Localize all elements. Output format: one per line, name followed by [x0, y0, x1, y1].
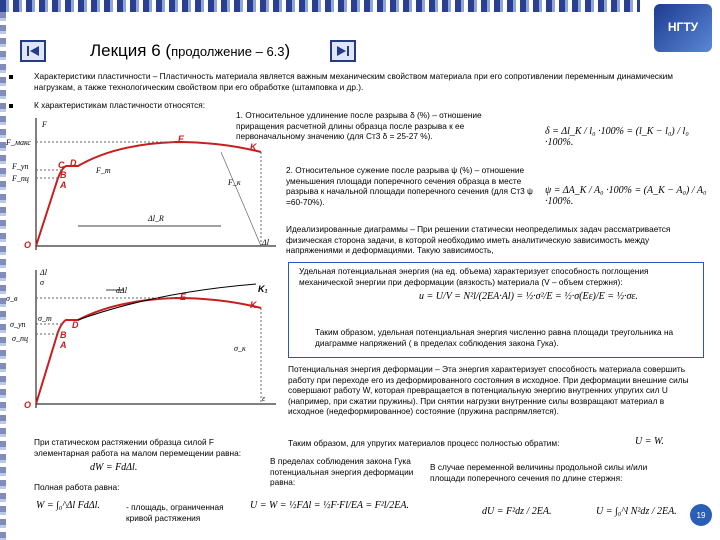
last-slide-icon: [336, 45, 350, 57]
label-sigma-T: σ_т: [38, 314, 52, 323]
elongation-text: 1. Относительное удлинение после разрыва δ (%) – отношение приращения расчетной длины образца после разрыва к ее первоначальному значению (для Ст3 δ = 25-27 %).: [236, 110, 482, 142]
label-dl2: Δl: [40, 268, 47, 277]
point-A: A: [60, 180, 67, 190]
label-sigma-v: σ_в: [6, 294, 18, 303]
point2-B: B: [60, 330, 67, 340]
label-sigma-pts: σ_пц: [12, 334, 28, 343]
potential-energy-formula: U = W.: [635, 436, 664, 447]
next-slide-button[interactable]: [330, 40, 356, 62]
intro-bullet-1: Характеристики пластичности – Пластичность материала является важным механическим свойством материала при его сопротивлении переменным динамическим нагрузкам, а также технологическим свойством при его обработке (штамповка и др.).: [34, 71, 673, 92]
logo-text: НГТУ: [667, 20, 699, 34]
point-D: D: [70, 158, 77, 168]
title-main: Лекция 6 (: [90, 41, 172, 60]
label-sigma-k: σ_к: [234, 344, 246, 353]
label-O2: O: [24, 400, 32, 410]
unload-line: [221, 152, 261, 246]
prev-slide-button[interactable]: [20, 40, 46, 62]
label-Fk: F_к: [228, 178, 241, 187]
variable-force-text: В случае переменной величины продольной силы и/или площади поперечного сечения по длине стержня:: [430, 462, 648, 483]
elongation-formula: δ = Δl_K / l₀ ·100% = (l_K − l₀) / l₀ ·100%.: [545, 126, 689, 148]
label-Fpts: F_пц: [12, 174, 29, 183]
full-work-text: Полная работа равна:: [34, 482, 120, 492]
label-sigma: σ: [40, 278, 44, 287]
label-dl: Δl: [262, 238, 269, 247]
point-E: E: [178, 134, 185, 144]
contraction-text: 2. Относительное сужение после разрыва ψ (%) – отношение уменьшения площади поперечного сечения образца в месте разрыва к начальной площади поперечного сечения (для Ст3 ψ =60-70%).: [286, 165, 533, 207]
variable-du-formula: dU = F²dz / 2EA.: [482, 506, 552, 517]
title-end: ): [284, 41, 291, 60]
point2-K: K: [250, 300, 257, 310]
specific-energy-box: [288, 262, 704, 358]
specific-energy-text: Удельная потенциальная энергия (на ед. объема) характеризует способность поглощения механической энергии при деформации (вязкость) материала (V – объем стержня):: [299, 266, 649, 287]
point2-A: A: [60, 340, 67, 350]
title-sub: продолжение – 6.3: [171, 44, 285, 59]
point2-D: D: [72, 320, 79, 330]
contraction-formula: ψ = ΔA_K / A₀ ·100% = (A_K − A₀) / A₀ ·100%.: [545, 185, 707, 207]
hooke-energy-text: В пределах соблюдения закона Гука потенциальная энергия деформации равна:: [270, 456, 414, 488]
stress-curve: [36, 298, 261, 404]
static-tension-text: При статическом растяжении образца силой F элементарная работа на малом перемещении равна:: [34, 437, 242, 458]
point2-E: E: [180, 292, 187, 302]
label-ddl: dΔl: [116, 286, 127, 295]
label-Fup: F_уп: [12, 162, 29, 171]
potential-energy-text: Потенциальная энергия деформации – Эта энергия характеризует способность материала совершить работу при переходе его из деформированного состояния в исходное. При деформации внешние силы совершают работу W, которая превращается в потенциальную энергию внутренних упругих сил U (например, при сжатии пружины). При снятии нагрузки внутренние силы возвращают материал в исходное (недеформированное) состояние (пружина распрямляется).: [288, 364, 689, 417]
potential-energy-conclusion: Таким образом, для упругих материалов процесс полностью обратим:: [288, 438, 560, 448]
variable-u-formula: U = ∫₀^l N²dz / 2EA.: [596, 506, 677, 517]
specific-energy-conclusion: Таким образом, удельная потенциальная энергия численно равна площади треугольника на диаграмме напряжений ( в пределах соблюдения закона Гука).: [315, 327, 674, 348]
intro-bullet-2: К характеристикам пластичности относятся:: [34, 100, 206, 110]
label-FT: F_т: [96, 166, 111, 175]
label-eps: ε: [262, 394, 266, 403]
university-logo: [654, 4, 712, 52]
specific-energy-formula: u = U/V = N²l/(2EA·Al) = ½·σ²/E = ½·σ(Eε)/E = ½·σε.: [419, 291, 638, 302]
label-sigma-up: σ_уп: [10, 320, 26, 329]
label-F: F: [42, 120, 47, 129]
point-B: B: [60, 170, 67, 180]
label-O: O: [24, 240, 32, 250]
point-C: C: [58, 160, 65, 170]
hooke-energy-formula: U = W = ½FΔl = ½F·Fl/EA = F²l/2EA.: [250, 500, 409, 511]
label-dlR: Δl_R: [148, 214, 164, 223]
point-K: K: [250, 142, 257, 152]
page-title: [90, 41, 290, 61]
point2-K1: K₁: [258, 284, 268, 294]
header-stripes: [0, 0, 640, 12]
stress-strain-diagram: [6, 262, 278, 412]
idealized-text: Идеализированные диаграммы – При решении статически неопределимых задач рассматривается физическая сторона задачи, в которой необходимо иметь аналитическую зависимость между напряжениями и деформациями. Такую зависимость,: [286, 224, 671, 256]
full-work-formula: W = ∫₀^Δl FdΔl.: [36, 500, 100, 511]
label-Fmax: F_макс: [6, 138, 31, 147]
page-number: 19: [690, 504, 712, 526]
area-note: - площадь, ограниченная кривой растяжения: [126, 502, 224, 523]
first-slide-icon: [26, 45, 40, 57]
bullet-marker: [9, 104, 13, 108]
bullet-marker: [9, 75, 13, 79]
static-work-formula: dW = FdΔl.: [90, 462, 138, 473]
